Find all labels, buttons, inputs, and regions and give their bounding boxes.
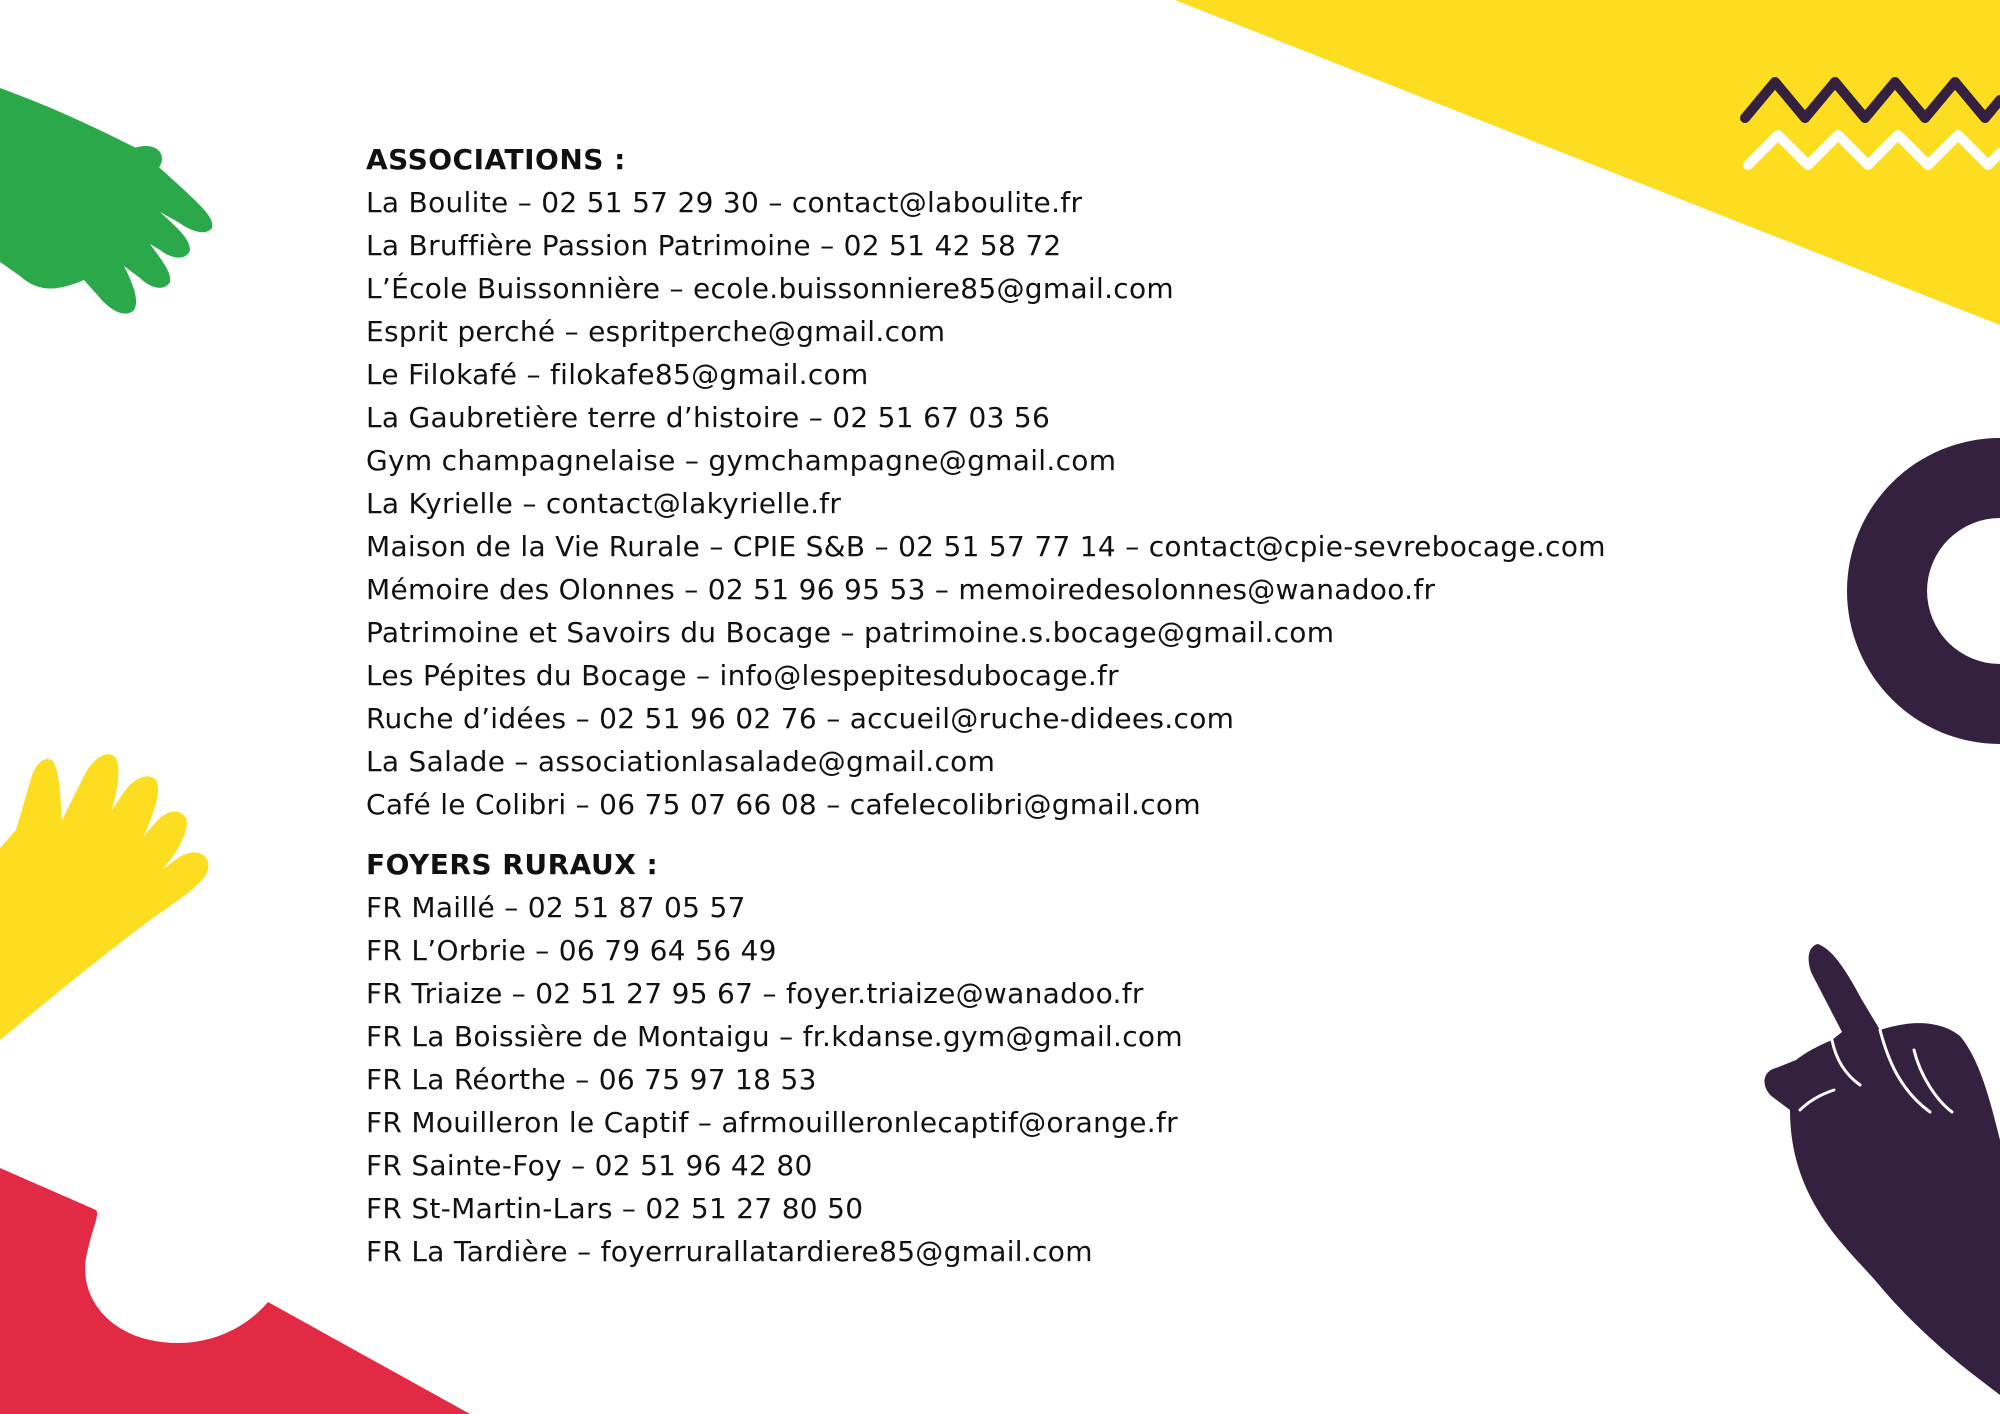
contact-line: La Bruffière Passion Patrimoine – 02 51 42 58 72 bbox=[366, 229, 1062, 262]
contact-line: Patrimoine et Savoirs du Bocage – patrimoine.s.bocage@gmail.com bbox=[366, 616, 1335, 649]
contact-line: FR Mouilleron le Captif – afrmouilleronlecaptif@orange.fr bbox=[366, 1106, 1178, 1139]
contact-line: Café le Colibri – 06 75 07 66 08 – cafelecolibri@gmail.com bbox=[366, 788, 1201, 821]
yellow-hand-icon bbox=[0, 754, 208, 1040]
contact-line: L’École Buissonnière – ecole.buissonniere85@gmail.com bbox=[366, 272, 1174, 305]
contact-line: Mémoire des Olonnes – 02 51 96 95 53 – memoiredesolonnes@wanadoo.fr bbox=[366, 573, 1436, 606]
section-heading: ASSOCIATIONS : bbox=[366, 143, 626, 176]
contact-line: FR La Réorthe – 06 75 97 18 53 bbox=[366, 1063, 817, 1096]
contact-line: Le Filokafé – filokafe85@gmail.com bbox=[366, 358, 869, 391]
contact-line: FR Triaize – 02 51 27 95 67 – foyer.triaize@wanadoo.fr bbox=[366, 977, 1144, 1010]
contact-line: FR Sainte-Foy – 02 51 96 42 80 bbox=[366, 1149, 813, 1182]
pointing-hand-icon bbox=[1765, 944, 2000, 1395]
contact-line: FR L’Orbrie – 06 79 64 56 49 bbox=[366, 934, 777, 967]
contact-line: La Gaubretière terre d’histoire – 02 51 67 03 56 bbox=[366, 401, 1051, 434]
contact-line: La Salade – associationlasalade@gmail.com bbox=[366, 745, 996, 778]
contact-line: FR La Boissière de Montaigu – fr.kdanse.gym@gmail.com bbox=[366, 1020, 1183, 1053]
foyers-ruraux-section bbox=[366, 843, 1666, 1273]
contact-line: FR St-Martin-Lars – 02 51 27 80 50 bbox=[366, 1192, 864, 1225]
contact-line: FR Maillé – 02 51 87 05 57 bbox=[366, 891, 746, 924]
contact-line: La Boulite – 02 51 57 29 30 – contact@laboulite.fr bbox=[366, 186, 1083, 219]
green-hand-icon bbox=[0, 88, 212, 314]
contact-line: Ruche d’idées – 02 51 96 02 76 – accueil@ruche-didees.com bbox=[366, 702, 1235, 735]
associations-section bbox=[366, 138, 1666, 826]
ring-icon bbox=[1847, 438, 2000, 744]
contact-list bbox=[366, 138, 1666, 1273]
section-heading: FOYERS RURAUX : bbox=[366, 848, 659, 881]
contact-line: Maison de la Vie Rurale – CPIE S&B – 02 51 57 77 14 – contact@cpie-sevrebocage.com bbox=[366, 530, 1606, 563]
contact-line: Gym champagnelaise – gymchampagne@gmail.com bbox=[366, 444, 1117, 477]
contact-line: Les Pépites du Bocage – info@lespepitesdubocage.fr bbox=[366, 659, 1119, 692]
contact-line: FR La Tardière – foyerrurallatardiere85@gmail.com bbox=[366, 1235, 1093, 1268]
contact-line: La Kyrielle – contact@lakyrielle.fr bbox=[366, 487, 842, 520]
contact-line: Esprit perché – espritperche@gmail.com bbox=[366, 315, 946, 348]
